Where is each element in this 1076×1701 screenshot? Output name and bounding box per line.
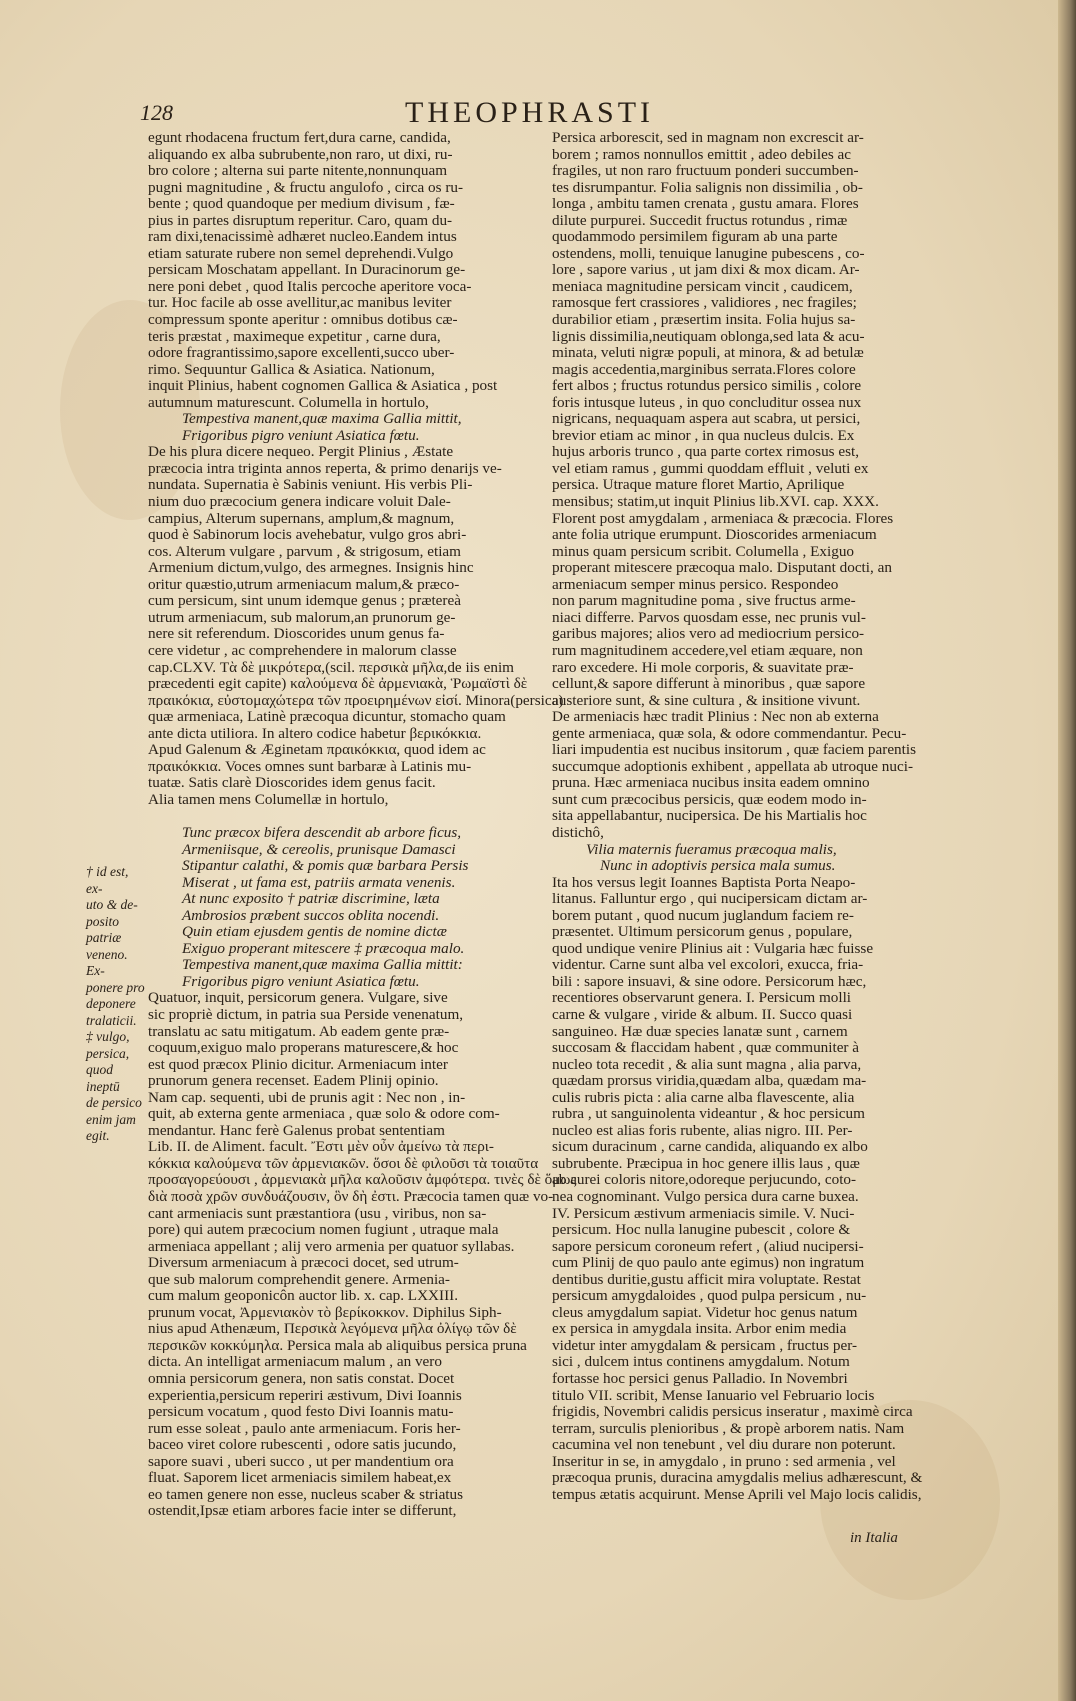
- left-column-line: teris præstat , maximeque expetitur , carne dura,: [148, 327, 441, 345]
- right-column-line: ramosque fert crassiores , validiores , nec fragiles;: [552, 294, 857, 312]
- left-column-line: Tunc præcox bifera descendit ab arbore ficus,: [182, 823, 462, 841]
- left-column-line: experientia,persicum reperiri æstivum, Divi Ioannis: [148, 1386, 462, 1404]
- left-column-line: cum malum geoponicôn auctor lib. x. cap. LXXIII.: [148, 1287, 458, 1305]
- right-column-line: longa , ambitu tamen crenata , gustu amara. Flores: [552, 195, 859, 213]
- catchword: in Italia: [850, 1530, 898, 1546]
- right-column-line: borem ; ramos nonnullos emittit , adeo debiles ac: [552, 145, 852, 163]
- left-column-line: dicta. An intelligat armeniacum malum , an vero: [148, 1353, 442, 1371]
- left-column-line: At nunc exposito † patriæ discrimine, læta: [182, 890, 440, 908]
- left-column-line: cum persicum, sint unum idemque genus ; prætereà: [148, 592, 461, 610]
- right-column-line: tes disrumpantur. Folia salignis non dissimilia , ob-: [552, 178, 863, 196]
- left-column-line: [148, 808, 533, 825]
- left-column-line: coquum,exiguo malo properans maturescere,& hoc: [148, 1039, 459, 1057]
- margin-note-line: † id est, ex-: [86, 864, 129, 896]
- left-column-line: nundata. Supernatia è Sabinis veniunt. His verbis Pli-: [148, 476, 473, 494]
- right-column-line: nigricans, nequaquam aspera aut scabra, ut persici,: [552, 410, 861, 428]
- left-column-line: nere sit referendum. Dioscorides unum genus fa-: [148, 625, 445, 643]
- right-column-line: pruna. Hæc armeniaca nucibus insita eadem omnino: [552, 774, 870, 792]
- left-column-line: cos. Alterum vulgare , parvum , & strigosum, etiam: [148, 542, 461, 560]
- left-column-line: pugni magnitudine , & fructu angulofo , circa os ru-: [148, 178, 464, 196]
- right-column-line: recentiores observarunt genera. I. Persicum molli: [552, 989, 852, 1007]
- right-column-line: præsentet. Ultimum persicorum genus , populare,: [552, 923, 853, 941]
- right-column-line: cum Plinij de quo paulo ante egimus) non ingratum: [552, 1254, 865, 1272]
- left-column-line: omnia persicorum genera, non satis constat. Docet: [148, 1370, 455, 1388]
- right-column-line: minus quam persicum scribit. Columella , Exiguo: [552, 542, 855, 560]
- left-column-line: Frigoribus pigro veniunt Asiatica fœtu.: [182, 972, 420, 990]
- right-column-line: brevior etiam ac minor , in qua nucleus dulcis. Ex: [552, 426, 855, 444]
- margin-note-line: tralaticii.: [86, 1012, 137, 1028]
- right-column-line: persicum amygdaloides , quod pulpa persicum , nu-: [552, 1287, 867, 1305]
- left-column-line: Nam cap. sequenti, ubi de prunis agit : Nec non , in-: [148, 1088, 466, 1106]
- right-column-line: armeniacum semper minus persico. Respondeo: [552, 575, 839, 593]
- left-column-line: eo tamen genere non esse, nucleus scaber & striatus: [148, 1485, 464, 1503]
- right-column-line: hujus arboris trunco , qua parte cortex rimosus est,: [552, 443, 860, 461]
- left-column-line: odore fragrantissimo,sapore excellenti,succo uber-: [148, 344, 455, 362]
- left-column-line: tur. Hoc facile ab osse avellitur,ac manibus leviter: [148, 294, 452, 312]
- right-column-line: sapore persicum coroneum refert , (aliud nucipersi-: [552, 1237, 864, 1255]
- right-column-line: Vilia maternis fueramus præcoqua malis,: [586, 840, 837, 858]
- right-column-line: persica. Utraque mature floret Martio, Aprilique: [552, 476, 845, 494]
- right-column-line: nucleo tota recedit , & alia sunt magna , alia parva,: [552, 1055, 862, 1073]
- left-column-line: fluat. Saporem licet armeniacis similem habeat,ex: [148, 1469, 452, 1487]
- left-text-column: [148, 129, 577, 1520]
- left-column-line: prunum vocat, Ἀρμενιακὸν τὸ βερίκοκκον. Diphilus Siph-: [148, 1303, 502, 1321]
- left-column-line: ram dixi,tenacissimè adhæret nucleo.Eandem intus: [148, 228, 457, 246]
- right-column-line: videntur. Carne sunt alba vel excolori, exucca, fria-: [552, 956, 864, 974]
- right-column-line: litanus. Falluntur ergo , qui nucipersicam dictam ar-: [552, 890, 868, 908]
- right-column-line: ex persica in amygdala insita. Arbor enim media: [552, 1320, 847, 1338]
- left-column-line: persicam Moschatam appellant. In Duracinorum ge-: [148, 261, 466, 279]
- margin-note-line: persica,: [86, 1045, 130, 1061]
- right-column-line: succumque adoptionis exhibent , appellata ab utroque nuci-: [552, 757, 914, 775]
- left-column-line: cere videtur , ac comprehendere in malorum classe: [148, 641, 457, 659]
- right-column-line: durabilior etiam , præsertim insita. Folia hujus sa-: [552, 311, 856, 329]
- left-column-line: πραικόκια, εὐστομαχώτερα τῶν προειρημένων εἰσί. Minora(persica): [148, 691, 564, 709]
- left-column-line: διὰ ποσὰ χρῶν συνδυάζουσιν, ὃν δὴ ἐστι. Præcocia tamen quæ vo-: [148, 1188, 554, 1205]
- right-column-line: ante folia utrique erumpunt. Dioscorides armeniacum: [552, 526, 877, 544]
- right-column-line: borem putant , quod nucum juglandum faciem re-: [552, 906, 854, 924]
- left-column-line: præcedenti egit capite) καλούμενα δὲ ἀρμενιακὰ, Ῥωμαϊστὶ δὲ: [148, 675, 528, 693]
- right-column-line: sicum duracinum , carne candida, aliquando ex albo: [552, 1138, 868, 1156]
- right-column-line: IV. Persicum æstivum armeniacis simile. V. Nuci-: [552, 1204, 855, 1222]
- right-column-line: rubra , ut sanguinolenta videantur , & hoc persicum: [552, 1105, 865, 1123]
- left-column-line: Tempestiva manent,quæ maxima Gallia mittit,: [182, 410, 462, 428]
- left-column-line: Miserat , ut fama est, patriis armata venenis.: [182, 873, 456, 891]
- right-column-line: De armeniacis hæc tradit Plinius : Nec non ab externa: [552, 708, 879, 726]
- page-gutter: [1058, 0, 1076, 1701]
- margin-note-line: de persico: [86, 1095, 142, 1110]
- left-column-line: campius, Alterum supernans, amplum,& magnum,: [148, 509, 455, 527]
- left-column-line: oritur quæstio,utrum armeniacum malum,& præco-: [148, 575, 460, 593]
- right-column-line: distichô,: [552, 823, 604, 841]
- right-column-line: sanguineo. Hæ duæ species lanatæ sunt , carnem: [552, 1022, 848, 1040]
- right-column-line: tempus ætatis acquirunt. Mense Aprili vel Majo locis calidis,: [552, 1485, 922, 1503]
- left-column-line: est quod præcox Plinio dicitur. Armeniacum inter: [148, 1055, 448, 1073]
- right-column-line: quædam prorsus viridia,quædam alba, quædam ma-: [552, 1072, 867, 1090]
- right-column-line: austeriore sunt, & sine cultura , & insitione vivunt.: [552, 691, 861, 709]
- left-column-line: pore) qui autem præcocium nomen fugiunt , utraque mala: [148, 1221, 499, 1239]
- left-column-line: etiam saturate rubere non semel deprehendi.Vulgo: [148, 244, 454, 262]
- left-column-line: sapore suavi , uberi succo , ut per mandentium ora: [148, 1452, 454, 1470]
- margin-note-line: egit.: [86, 1128, 110, 1143]
- right-column-line: lore , sapore varius , ut jam dixi & mox dicam. Ar-: [552, 261, 860, 279]
- margin-note-line: ‡ vulgo,: [86, 1029, 130, 1044]
- right-column-line: non parum magnitudine poma , sive fructus arme-: [552, 592, 856, 610]
- right-column-line: ab aurei coloris nitore,odoreque perjucundo, coto-: [552, 1171, 857, 1189]
- left-column-line: nere poni debet , quod Italis percoche aperitore voca-: [148, 277, 472, 295]
- left-column-line: quit, ab externa gente armeniaca , quæ solo & odore com-: [148, 1105, 500, 1123]
- left-column-line: Tempestiva manent,quæ maxima Gallia mittit:: [182, 956, 463, 974]
- margin-note-line: posito patriæ: [86, 913, 122, 945]
- right-column-line: subrubente. Præcipua in hoc genere illis laus , quæ: [552, 1154, 860, 1172]
- left-column-line: quæ armeniaca, Latinè præcoqua dicuntur, stomacho quam: [148, 708, 506, 726]
- left-column-line: Armenium dictum,vulgo, des armegnes. Insignis hinc: [148, 559, 474, 577]
- margin-note-line: uto & de-: [86, 897, 138, 912]
- left-column-line: Quin etiam ejusdem gentis de nomine dictæ: [182, 923, 447, 941]
- right-column-line: foris intusque luteus , in quo concluditur ossea nux: [552, 393, 862, 411]
- right-column-line: sunt cum præcocibus persicis, quæ eodem modo in-: [552, 790, 867, 808]
- left-column-line: Apud Galenum & Æginetam πραικόκκια, quod idem ac: [148, 741, 486, 759]
- right-column-line: lignis dissimilia,neutiquam oblonga,sed lata & acu-: [552, 327, 865, 345]
- left-column-line: cap.CLXV. Τὰ δὲ μικρότερα,(scil. περσικὰ μῆλα,de iis enim: [148, 658, 514, 676]
- left-column-line: aliquando ex alba subrubente,non raro, ut dixi, ru-: [148, 145, 453, 163]
- right-column-line: Ita hos versus legit Ioannes Baptista Porta Neapo-: [552, 873, 856, 891]
- right-column-line: cacumina vel non tenebunt , vel diu durare non poterunt.: [552, 1436, 896, 1454]
- right-column-line: Persica arborescit, sed in magnam non excrescit ar-: [552, 129, 864, 146]
- left-column-line: sic propriè dictum, in patria sua Perside venenatum,: [148, 1005, 464, 1023]
- right-column-line: ostendens, molli, tenuique lanugine pubescens , co-: [552, 244, 865, 262]
- left-column-line: Alia tamen mens Columellæ in hortulo,: [148, 790, 389, 808]
- running-title: THEOPHRASTI: [405, 96, 655, 129]
- right-column-line: magis accedentia,marginibus serrata.Flores colore: [552, 360, 856, 378]
- right-column-line: Nunc in adoptivis persica mala sumus.: [600, 857, 836, 875]
- right-column-line: culis rubris picta : alia carne alba flavescente, alia: [552, 1088, 855, 1106]
- right-column-line: minata, veluti nigræ populi, at minora, & ad betulæ: [552, 344, 864, 362]
- left-column-line: quod è Sabinorum locis avehebatur, vulgo gros abri-: [148, 526, 467, 544]
- left-column-line: Quatuor, inquit, persicorum genera. Vulgare, sive: [148, 989, 448, 1007]
- right-column-line: Inseritur in se, in amygdalo , in pruno : sed armenia , vel: [552, 1452, 896, 1470]
- left-column-line: rimo. Sequuntur Gallica & Asiatica. Nationum,: [148, 360, 435, 378]
- right-column-line: raro excedere. Hi mole corporis, & suavitate præ-: [552, 658, 854, 676]
- right-column-line: fortasse hoc persici genus Palladio. In Novembri: [552, 1370, 848, 1388]
- right-column-line: rum magnitudinem accedere,vel etiam æquare, non: [552, 641, 863, 659]
- right-column-line: dilute purpurei. Succedit fructus rotundus , rimæ: [552, 211, 848, 229]
- margin-note-line: quod ineptū: [86, 1062, 120, 1094]
- right-column-line: nucleo est alias foris rubente, alias nigro. III. Per-: [552, 1121, 853, 1139]
- left-column-line: cant armeniacis sunt præstantiora (usu , viribus, non sa-: [148, 1204, 487, 1222]
- left-column-line: Lib. II. de Aliment. facult. Ἔστι μὲν οὖν ἀμείνω τὰ περι-: [148, 1138, 494, 1156]
- right-text-column: [552, 130, 924, 1503]
- margin-note-line: enim jam: [86, 1111, 136, 1127]
- right-column-line: sici , dulcem intus continens amygdalum. Notum: [552, 1353, 850, 1371]
- right-column-line: videtur inter amygdalam & persicam , fructus per-: [552, 1336, 858, 1354]
- right-column-line: cellunt,& sapore differunt à minoribus , quæ sapore: [552, 675, 866, 693]
- right-column-line: præcoqua prunis, duracina amygdalis melius adhærescunt, &: [552, 1469, 923, 1487]
- margin-note-line: ponere pro: [86, 979, 145, 995]
- left-column-line: ante dicta utiliora. In altero codice habetur βερικόκκια.: [148, 724, 482, 742]
- margin-notes: [86, 864, 148, 1145]
- left-column-line: rum esse soleat , paulo ante armeniacum. Foris her-: [148, 1419, 461, 1437]
- left-column-line: prunorum genera recenset. Eadem Plinij opinio.: [148, 1072, 439, 1090]
- left-column-line: inquit Plinius, habent cognomen Gallica & Asiatica , post: [148, 377, 498, 395]
- left-column-line: bro colore ; alterna sui parte nitente,nonnunquam: [148, 162, 448, 180]
- left-column-line: Exiguo properant mitescere ‡ præcoqua malo.: [182, 939, 465, 957]
- margin-note-line: veneno. Ex-: [86, 946, 128, 978]
- right-column-line: mensibus; statim,ut inquit Plinius lib.XVI. cap. XXX.: [552, 493, 879, 511]
- left-column-line: compressum sponte aperitur : omnibus dotibus cæ-: [148, 311, 458, 329]
- left-column-line: περσικῶν κοκκύμηλα. Persica mala ab aliquibus persica pruna: [148, 1336, 527, 1354]
- left-column-line: bente ; quod quandoque per medium divisum , fæ-: [148, 195, 455, 213]
- left-column-line: Armeniisque, & cereolis, prunisque Damasci: [182, 840, 456, 858]
- right-column-line: persicum. Hoc nulla lanugine pubescit , colore &: [552, 1221, 851, 1239]
- right-column-line: fert albos ; fructus rotundus persico similis , colore: [552, 377, 862, 395]
- right-column-line: quod undique venire Plinius ait : Vulgaria hæc fuisse: [552, 939, 874, 957]
- right-column-line: niaci differre. Parvos quosdam esse, nec prunis vul-: [552, 608, 866, 626]
- left-column-line: Stipantur calathi, & pomis quæ barbara Persis: [182, 857, 469, 875]
- right-column-line: nea cognominant. Vulgo persica dura carne buxea.: [552, 1188, 859, 1205]
- left-column-line: utrum armeniacum, sub malorum,an prunorum ge-: [148, 608, 456, 626]
- left-column-line: ostendit,Ipsæ etiam arbores facie inter se differunt,: [148, 1502, 457, 1520]
- right-column-line: gente armeniaca, quæ sola, & odore commendantur. Pecu-: [552, 724, 907, 742]
- left-column-line: Ambrosios præbent succos oblita nocendi.: [182, 906, 440, 924]
- margin-note-line: deponere: [86, 996, 136, 1011]
- right-column-line: liari impudentia est nucibus insitorum , quæ faciem parentis: [552, 741, 917, 759]
- left-column-line: tuatæ. Satis clarè Dioscorides idem genus facit.: [148, 774, 436, 792]
- left-column-line: Frigoribus pigro veniunt Asiatica fœtu.: [182, 426, 420, 444]
- right-column-line: properant mitescere præcoqua malo. Disputant docti, an: [552, 559, 892, 577]
- right-column-line: quodammodo persimilem figuram ab una parte: [552, 228, 838, 246]
- right-column-line: terram, surculis plenioribus , & propè arborem natis. Nam: [552, 1419, 905, 1437]
- right-column-line: garibus majores; alios vero ad mediocrium persico-: [552, 625, 865, 643]
- left-column-line: que sub malorum comprehendit genere. Armenia-: [148, 1270, 450, 1288]
- right-column-line: succosam & flaccidam habent , quæ communiter à: [552, 1039, 860, 1057]
- left-column-line: Diversum armeniacum à præcoci docet, sed utrum-: [148, 1254, 459, 1272]
- right-column-line: carne & vulgare , viride & album. II. Succo quasi: [552, 1005, 853, 1023]
- left-column-line: egunt rhodacena fructum fert,dura carne, candida,: [148, 129, 451, 146]
- page-number: 128: [140, 100, 173, 125]
- left-column-line: baceo viret colore rubescenti , odore satis jucundo,: [148, 1436, 457, 1454]
- left-column-line: pius in partes disruptum reperitur. Caro, quam du-: [148, 211, 453, 229]
- left-column-line: nius apud Athenæum, Περσικὰ λεγόμενα μῆλα ὀλίγῳ τῶν δὲ: [148, 1320, 517, 1338]
- right-column-line: fragiles, ut non raro fructuum ponderi succumben-: [552, 162, 859, 180]
- right-column-line: Florent post amygdalam , armeniaca & præcocia. Flores: [552, 509, 894, 527]
- right-column-line: frigidis, Novembri calidis persicus inseratur , maximè circa: [552, 1403, 913, 1421]
- left-column-line: armeniaca appellant ; alij vero armenia per quatuor syllabas.: [148, 1237, 515, 1255]
- left-column-line: προσαγορεύουσι , ἀρμενιακὰ μῆλα καλοῦσιν ἀμφότερα. τινὲς δὲ ὅμως: [148, 1171, 577, 1189]
- left-column-line: autumnum maturescunt. Columella in hortulo,: [148, 393, 429, 411]
- left-column-line: translatu ac satu mitigatum. Ab eadem gente præ-: [148, 1022, 450, 1040]
- right-column-line: meniaca magnitudine persicam vincit , caudicem,: [552, 277, 853, 295]
- left-column-line: De his plura dicere nequeo. Pergit Plinius , Æstate: [148, 443, 454, 461]
- left-column-line: præcocia intra triginta annos reperta, & primo denarijs ve-: [148, 459, 502, 477]
- left-column-line: persicum vocatum , quod festo Divi Ioannis matu-: [148, 1403, 454, 1421]
- left-column-line: πραικόκκια. Voces omnes sunt barbaræ à Latinis mu-: [148, 757, 472, 775]
- left-column-line: mendantur. Hanc ferè Galenus probat sententiam: [148, 1121, 445, 1139]
- left-column-line: nium duo præcocium genera indicare voluit Dale-: [148, 493, 451, 511]
- right-column-line: titulo VII. scribit, Mense Ianuario vel Februario locis: [552, 1386, 875, 1404]
- right-column-line: bili : sapore insuavi, & sine odore. Persicorum hæc,: [552, 972, 867, 990]
- right-column-line: sita appellabantur, nucipersica. De his Martialis hoc: [552, 807, 867, 825]
- right-column-line: dentibus duritie,gustu afficit mira voluptate. Restat: [552, 1270, 861, 1288]
- right-column-line: cleus amygdalum sapiat. Videtur hoc genus natum: [552, 1303, 858, 1321]
- right-column-line: vel etiam ramus , gummi quoddam effluit , veluti ex: [552, 459, 869, 477]
- left-column-line: κόκκια καλούμενα τῶν ἀρμενιακῶν. ὅσοι δὲ φιλοῦσι τὰ τοιαῦτα: [148, 1154, 539, 1172]
